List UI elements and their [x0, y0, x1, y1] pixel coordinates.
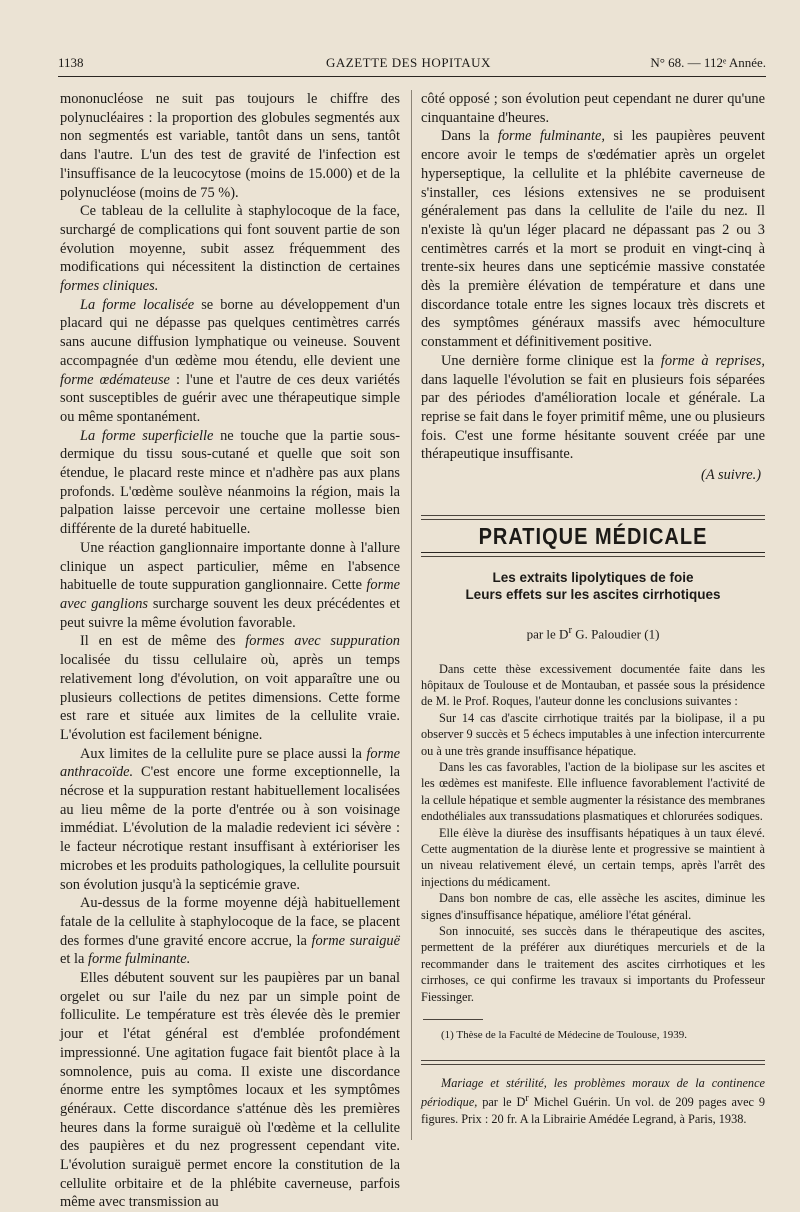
paragraph: Une réaction ganglionnaire importante donne à l'allure clinique un aspect particulier, même en l'absence habituelle de toute suppuration ganglionnaire. Cette forme avec ganglions surcharge souvent les deux précédentes et peut suivre la même évolution favorable.: [60, 539, 400, 631]
paragraph: Au-dessus de la forme moyenne déjà habituellement fatale de la cellulite à staphylocoque de la face, se placent des formes d'une gravité encore accrue, la forme suraiguë et la forme fulminante.: [60, 895, 400, 968]
article-body: [421, 661, 765, 1006]
paragraph: Dans les cas favorables, l'action de la biolipase sur les ascites et les œdèmes est manifeste. Elle influence favorablement l'activité de la cellule hépatique et semble augmenter la résistance des membranes endothéliales aux transsudations plasmatiques et chlorurées sodiques.: [421, 759, 765, 824]
column-divider: [411, 90, 412, 1140]
section-title: PRATIQUE MÉDICALE: [478, 524, 708, 550]
section-rule-bottom-thin: [421, 556, 765, 557]
article-title: [421, 569, 765, 603]
article-title-line-2: Leurs effets sur les ascites cirrhotiques: [465, 587, 721, 603]
header-rule: [58, 76, 766, 77]
section-rule-bottom: [421, 552, 765, 553]
issue-info: N° 68. — 112ᵉ Année.: [650, 55, 766, 70]
left-column: [60, 90, 400, 1212]
paragraph: côté opposé ; son évolution peut cependant ne durer qu'une cinquantaine d'heures.: [421, 91, 765, 126]
paragraph: Une dernière forme clinique est la forme à reprises, dans laquelle l'évolution se fait en plusieurs fois séparées par des périodes d'amélioration locale et générale. La reprise se fait dans le foyer primitif même, une ou plusieurs fois. C'est une forme hésitante souvent créée par une thérapeutique insuffisante.: [421, 352, 765, 463]
review-rule-bottom: [421, 1064, 765, 1065]
paragraph: Elle élève la diurèse des insuffisants hépatiques à un taux élevé. Cette augmentation de la diurèse lente et progressive se maintient à un niveau relativement élevé, un certain temps, après l'arrêt des injections du médicament.: [421, 825, 765, 889]
paragraph: Aux limites de la cellulite pure se place aussi la forme anthracoïde. C'est encore une forme exceptionnelle, la nécrose et la suppuration restant habituellement localisées au lieu même de la porte d'entrée ou à son voisinage immédiat. L'évolution de la maladie redevient ici sévère : le facteur nécrotique restant insuffisant à extérioriser les microbes et les produits pathologiques, la cellulite poursuit son évolution jusqu'à la septicémie grave.: [60, 745, 400, 893]
paragraph: Dans cette thèse excessivement documentée faite dans les hôpitaux de Toulouse et de Montauban, et passée sous la présidence de M. le Prof. Roques, l'auteur donne les conclusions suivantes :: [421, 661, 765, 709]
footnote: (1) Thèse de la Faculté de Médecine de Toulouse, 1939.: [441, 1029, 687, 1042]
journal-title: GAZETTE DES HOPITAUX: [326, 55, 491, 70]
paragraph: Ce tableau de la cellulite à staphylocoque de la face, surchargé de complications qui font souvent partie de son évolution moyenne, subit assez fréquemment des modifications qui nécessitent la distinction de certaines formes cliniques.: [60, 203, 400, 295]
right-column: [421, 90, 765, 1127]
section-rule-top: [421, 515, 765, 516]
paragraph: La forme superficielle ne touche que la partie sous-dermique du tissu sous-cutané et quelle que soit son étendue, le placard reste mince et n'adhère pas aux plans profonds. L'œdème soulève néanmoins la région, mais la palpation laisse percevoir une certaine mollesse bien différente de la dureté habituelle.: [60, 427, 400, 538]
paragraph: Son innocuité, ses succès dans le thérapeutique des ascites, permettent de la préférer aux diurétiques mercuriels et de la recommander dans le traitement des ascites cirrhotiques et les cirrhoses, ce qui confirme les travaux si importants du Professeur Fiessinger.: [421, 924, 765, 1004]
paragraph: Elles débutent souvent sur les paupières par un banal orgelet ou sur l'aile du nez par un simple point de folliculite. Le température est très élevée dès le premier jour et l'état général est d'emblée profondément impressionné. Une agitation fugace fait bientôt place à la somnolence, puis au coma. Il existe une discordance énorme entre les symptômes locaux et les symptômes généraux. Cette discordance s'atténue dès les premières heures dans la forme suraiguë où l'œdème et la cellulite des paupières et du nez progressent cependant vite. L'évolution suraiguë permet encore la constitution de la cellulite orbitaire et de la phlébite caverneuse, parfois même avec transmission au: [60, 970, 400, 1211]
paragraph: Dans la forme fulminante, si les paupières peuvent encore avoir le temps de s'œdématier après un orgelet hyperseptique, la cellulite et la phlébite caverneuse de s'installer, ces lésions extensives ne se produisent généralement pas dans la cellulite de l'aile du nez. Il n'existe là qu'un léger placard ne dépassant pas 2 ou 3 centimètres carrés et la mort se produit en vingt-cinq à trente-six heures dans une septicémie massive constatée dès la première élévation de température et dans une discordance totale entre les signes locaux très discrets et des symptômes généraux massifs avec hémoculture constamment et définitivement positive.: [421, 128, 766, 351]
page-header: [58, 55, 766, 75]
paragraph: Dans bon nombre de cas, elle assèche les ascites, diminue les signes d'insuffisance hépatique, améliore l'état général.: [421, 891, 765, 922]
review-rule-top: [421, 1060, 765, 1061]
footnote-rule: [423, 1019, 483, 1020]
paragraph: mononucléose ne suit pas toujours le chiffre des polynucléaires : la proportion des globules segmentés aux non segmentés est variable, tantôt dans un sens, tantôt dans l'autre. L'un des test de gravité de l'infection est l'insuffisance de la leucocytose (moins de 15.000) et de la polynucléose (moins de 75 %).: [60, 91, 400, 201]
paragraph: Il en est de même des formes avec suppuration localisée du tissu cellulaire où, après un temps relativement long d'évolution, on voit apparaître une ou plusieurs collections de petites dimensions. Cette forme est rare et située aux limites de la cellulite vraie. L'évolution est facilement bénigne.: [60, 633, 400, 743]
page-number: 1138: [58, 55, 84, 70]
article-byline: par le $D^r$ G. Paloudier (1): [526, 624, 660, 642]
article-title-line-1: Les extraits lipolytiques de foie: [492, 570, 694, 586]
to-be-continued: (A suivre.): [701, 467, 761, 484]
paragraph: La forme localisée se borne au développement d'un placard qui ne dépasse pas quelques centimètres carrés sans aucune diffusion lymphatique ou veineuse. Souvent accompagnée d'un œdème mou étendu, elle devient une forme œdémateuse : l'une et l'autre de ces deux variétés sont susceptibles de guérir avec une thérapeutique simple ou même spontanément.: [60, 296, 401, 425]
paragraph: Sur 14 cas d'ascite cirrhotique traités par la biolipase, il a pu observer 9 succès et 5 échecs imputables à une infection intercurrente ou à une très grande insuffisance hépatique.: [421, 710, 765, 758]
section-rule-top-thin: [421, 519, 765, 520]
book-review: Mariage et stérilité, les problèmes moraux de la continence périodique, par le $D^r$ Michel Guérin. Un vol. de 209 pages avec 9 figures. Prix : 20 fr. A la Librairie Amédée Legrand, à Paris, 1938.: [421, 1076, 765, 1126]
